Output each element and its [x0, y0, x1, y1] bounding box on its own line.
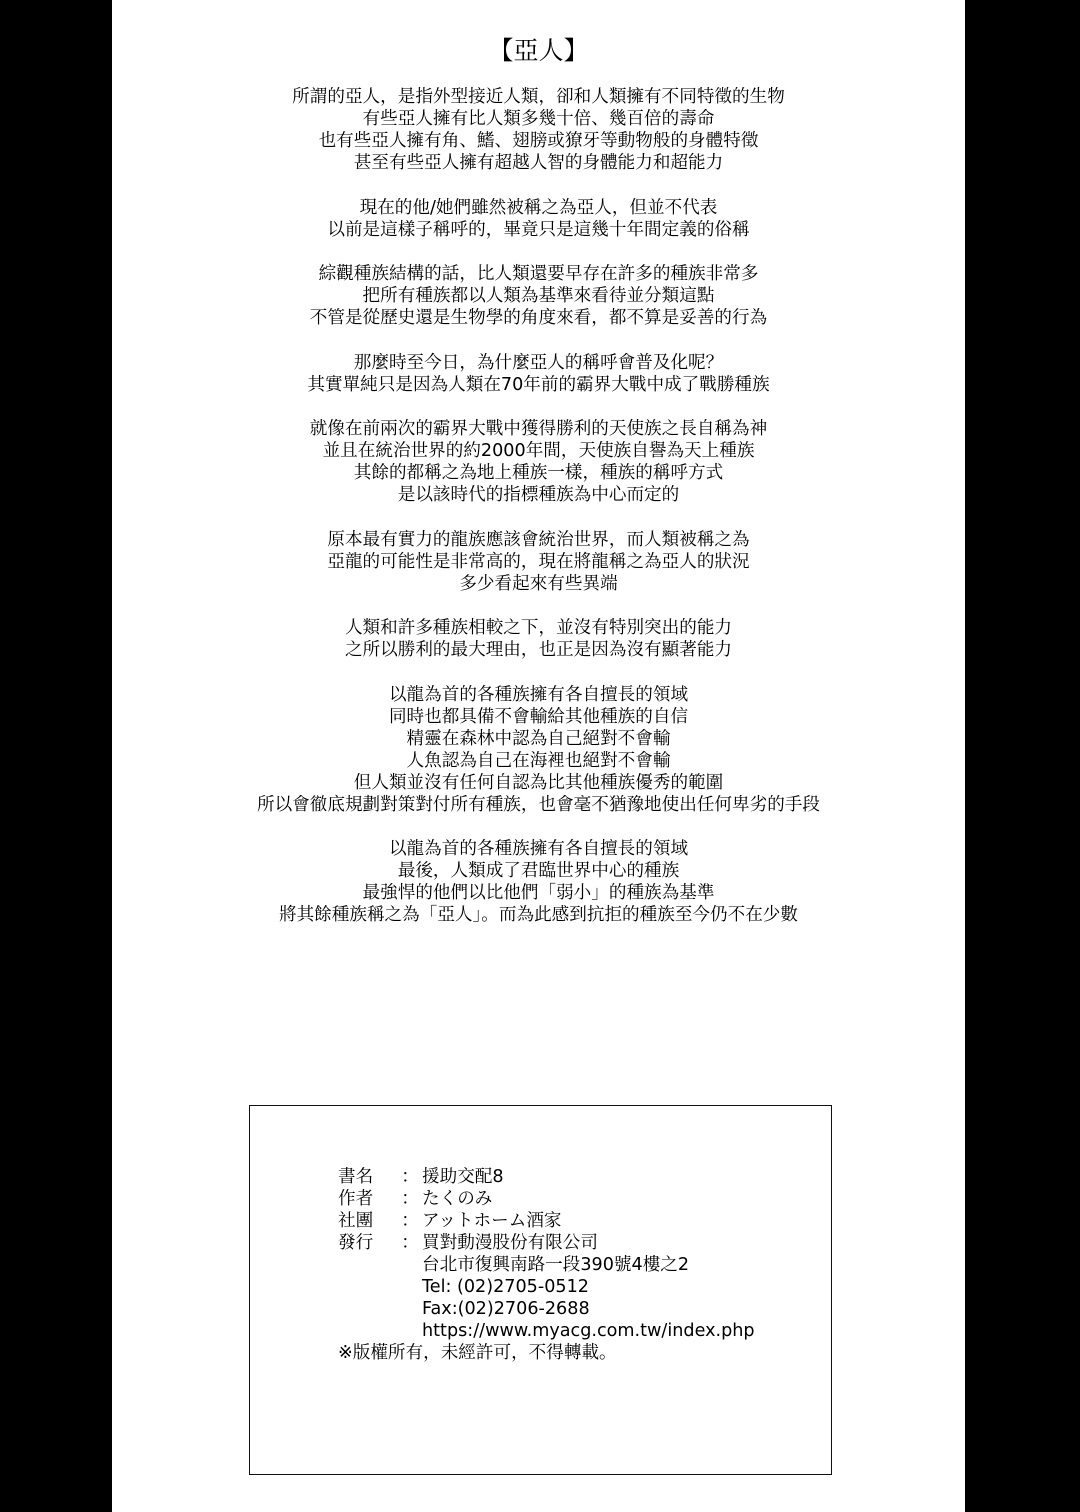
text-line: 不管是從歷史還是生物學的角度來看，都不算是妥善的行為: [309, 308, 768, 328]
publisher-row: [338, 1232, 755, 1254]
separator: ：: [401, 1189, 419, 1209]
circle-value: アットホーム酒家: [422, 1211, 562, 1231]
text-line: 所以會徹底規劃對策對付所有種族，也會毫不猶豫地使出任何卑劣的手段: [256, 794, 820, 815]
publisher-label: 發行: [338, 1233, 374, 1253]
text-line: 人類和許多種族相較之下，並沒有特別突出的能力: [344, 618, 733, 638]
text-line: 現在的他/她們雖然被稱之為亞人，但並不代表: [359, 197, 718, 218]
publisher-fax: Fax:(02)2706-2688: [422, 1299, 590, 1319]
publisher-address: 台北市復興南路一段390號4樓之2: [422, 1255, 690, 1275]
text-line: 是以該時代的指標種族為中心而定的: [397, 485, 680, 505]
text-line: 亞龍的可能性是非常高的，現在將龍稱之為亞人的狀況: [327, 551, 750, 572]
circle-label: 社團: [338, 1211, 374, 1231]
author-label: 作者: [338, 1189, 374, 1209]
text-line: 把所有種族都以人類為基準來看待並分類這點: [362, 286, 715, 306]
publisher-value: 買對動漫股份有限公司: [422, 1233, 598, 1253]
text-line: 綜觀種族結構的話，比人類還要早存在許多的種族非常多: [318, 264, 759, 284]
circle-row: [338, 1210, 755, 1232]
body-text: [112, 86, 965, 949]
colophon-info: [338, 1166, 755, 1364]
text-line: 所謂的亞人，是指外型接近人類，卻和人類擁有不同特徵的生物: [292, 87, 785, 107]
text-line: 最後，人類成了君臨世界中心的種族: [397, 861, 680, 881]
paragraph: [112, 418, 965, 506]
text-line: 以前是這樣子稱呼的，畢竟只是這幾十年間定義的俗稱: [327, 219, 750, 240]
colophon-box: [249, 1105, 832, 1475]
text-line: 其餘的都稱之為地上種族一樣，種族的稱呼方式: [353, 463, 724, 483]
book-title-label: 書名: [338, 1167, 374, 1187]
text-line: 以龍為首的各種族擁有各自擅長的領域: [388, 684, 689, 705]
page: [112, 0, 965, 1512]
text-line: 其實單純只是因為人類在70年前的霸界大戰中成了戰勝種族: [307, 374, 770, 395]
paragraph: [112, 684, 965, 816]
text-line: 最強悍的他們以比他們「弱小」的種族為基準: [362, 883, 715, 903]
copyright-notice: ※版權所有，未經許可，不得轉載。: [338, 1343, 617, 1363]
text-line: 原本最有實力的龍族應該會統治世界，而人類被稱之為: [327, 529, 750, 550]
text-line: 那麼時至今日，為什麼亞人的稱呼會普及化呢？: [353, 352, 724, 373]
text-line: 但人類並沒有任何自認為比其他種族優秀的範圍: [353, 772, 724, 793]
paragraph: [112, 838, 965, 926]
paragraph: [112, 86, 965, 174]
separator: ：: [401, 1167, 419, 1187]
paragraph: [112, 263, 965, 329]
book-title-row: [338, 1166, 755, 1188]
text-line: 也有些亞人擁有角、鰭、翅膀或獠牙等動物般的身體特徵: [318, 131, 759, 151]
paragraph: [112, 352, 965, 396]
text-line: 之所以勝利的最大理由，也正是因為沒有顯著能力: [344, 640, 733, 660]
paragraph: [112, 197, 965, 241]
text-line: 多少看起來有些異端: [459, 573, 618, 594]
text-line: 同時也都具備不會輸給其他種族的自信: [388, 706, 689, 727]
text-line: 甚至有些亞人擁有超越人智的身體能力和超能力: [353, 153, 724, 173]
publisher-url: https://www.myacg.com.tw/index.php: [422, 1321, 755, 1341]
text-line: 就像在前兩次的霸界大戰中獲得勝利的天使族之長自稱為神: [309, 419, 768, 439]
text-line: 人魚認為自己在海裡也絕對不會輸: [406, 750, 671, 771]
separator: ：: [401, 1211, 419, 1231]
text-line: 並且在統治世界的約2000年間，天使族自譽為天上種族: [322, 441, 755, 461]
book-title-value: 援助交配8: [422, 1167, 504, 1187]
paragraph: [112, 529, 965, 595]
author-row: [338, 1188, 755, 1210]
author-value: たくのみ: [422, 1189, 493, 1209]
page-title: 【亞人】: [488, 36, 589, 65]
text-line: 以龍為首的各種族擁有各自擅長的領域: [388, 839, 689, 859]
text-line: 精靈在森林中認為自己絕對不會輸: [406, 728, 671, 749]
paragraph: [112, 617, 965, 661]
text-line: 有些亞人擁有比人類多幾十倍、幾百倍的壽命: [362, 109, 715, 129]
text-line: 將其餘種族稱之為「亞人」。而為此感到抗拒的種族至今仍不在少數: [278, 905, 799, 925]
publisher-tel: Tel: (02)2705-0512: [422, 1277, 590, 1297]
separator: ：: [401, 1233, 419, 1253]
